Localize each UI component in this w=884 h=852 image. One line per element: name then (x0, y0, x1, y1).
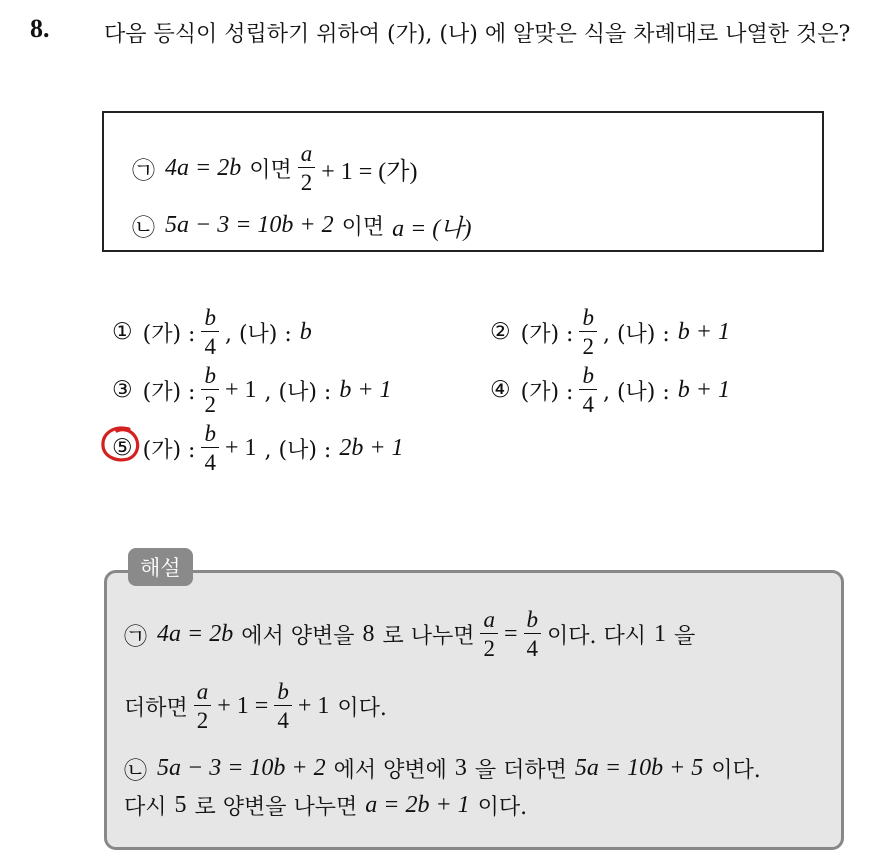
solution-text: 을 (674, 623, 696, 649)
solution-text: 을 더하면 (474, 758, 567, 783)
question-text: 다음 등식이 성립하기 위하여 (가), (나) 에 알맞은 식을 차례대로 나열한 것은? (104, 22, 851, 47)
solution-number: 5 (174, 792, 187, 818)
solution-text: 이다. (337, 695, 387, 721)
solution-text: 로 양변을 나누면 (194, 795, 358, 820)
condition-1 (132, 142, 417, 194)
option-marker: ⑤ (112, 435, 133, 462)
solution-text: 에서 양변을 (241, 623, 355, 649)
option-na-value: b + 1 (677, 376, 730, 403)
option-na-value: b + 1 (339, 376, 392, 403)
question-number: 8. (30, 14, 50, 43)
solution-line-1 (124, 608, 695, 660)
fraction-denominator: 4 (204, 450, 216, 476)
condition-rest: + 1 = (가) (321, 158, 418, 185)
fraction-denominator: 4 (204, 334, 216, 360)
fraction-denominator: 2 (196, 708, 209, 734)
option-3[interactable] (112, 364, 392, 416)
option-5[interactable] (112, 422, 404, 474)
fraction-numerator: b (204, 363, 216, 388)
option-ga-rest: + 1 (224, 376, 257, 403)
solution-expr: a = 2b + 1 (365, 792, 470, 818)
fraction-denominator: 2 (204, 392, 216, 418)
option-ga-rest: + 1 (224, 434, 257, 461)
condition-connector: 이면 (249, 157, 292, 183)
fraction-numerator: b (204, 305, 216, 330)
fraction-denominator: 4 (582, 392, 594, 418)
fraction (194, 680, 212, 732)
option-ga-label: (가) : (142, 437, 196, 463)
option-na-label: , (나) : (264, 379, 332, 405)
fraction-denominator: 2 (300, 170, 313, 196)
fraction-denominator: 4 (526, 636, 539, 662)
fraction-numerator: a (300, 141, 313, 166)
fraction (201, 364, 219, 416)
fraction-numerator: a (483, 607, 495, 632)
fraction-numerator: a (196, 679, 209, 704)
solution-line-3 (124, 752, 761, 785)
fraction-numerator: b (582, 363, 594, 388)
solution-expr: + 1 (297, 692, 330, 719)
fraction-denominator: 2 (582, 334, 594, 360)
solution-marker: ㉠ (124, 623, 147, 650)
fraction (274, 680, 292, 732)
solution-text: 이다. (711, 758, 761, 783)
solution-expr: + 1 = (217, 692, 269, 719)
option-na-value: b + 1 (677, 318, 730, 345)
solution-number: 1 (654, 620, 667, 647)
solution-text: 이다. (477, 795, 528, 820)
solution-text: 에서 양변에 (333, 758, 447, 783)
solution-text: 더하면 (124, 695, 188, 721)
fraction-numerator: b (582, 305, 594, 330)
option-marker: ④ (490, 377, 511, 404)
option-4[interactable] (490, 364, 730, 416)
option-ga-label: (가) : (520, 321, 574, 347)
option-na-label: , (나) : (602, 321, 670, 347)
fraction (480, 608, 498, 660)
solution-text: 이다. 다시 (547, 623, 647, 649)
fraction (579, 306, 597, 358)
fraction (524, 608, 542, 660)
fraction (579, 364, 597, 416)
solution-marker: ㉡ (124, 758, 147, 784)
condition-rest: a = (나) (392, 216, 472, 242)
answer-circle-mark (99, 424, 143, 464)
solution-expr: 5a − 3 = 10b + 2 (157, 755, 326, 781)
fraction (201, 422, 219, 474)
solution-tag: 해설 (128, 548, 193, 586)
condition-2 (132, 208, 471, 243)
solution-number: 8 (362, 620, 375, 647)
fraction-denominator: 4 (277, 708, 289, 734)
solution-text: 다시 (124, 795, 167, 820)
option-na-label: , (나) : (602, 379, 670, 405)
option-na-value: 2b + 1 (339, 434, 404, 461)
fraction-denominator: 2 (483, 636, 495, 662)
option-marker: ② (490, 319, 511, 346)
condition-connector: 이면 (341, 215, 385, 240)
option-na-value: b (299, 318, 312, 345)
option-ga-label: (가) : (142, 321, 196, 347)
condition-lhs: 5a − 3 = 10b + 2 (165, 212, 334, 238)
solution-expr: 5a = 10b + 5 (574, 755, 704, 781)
fraction-numerator: b (204, 421, 216, 446)
option-marker: ③ (112, 377, 133, 404)
fraction (298, 142, 316, 194)
solution-number: 3 (454, 755, 467, 781)
fraction-numerator: b (526, 607, 539, 632)
condition-marker: ㉠ (132, 157, 155, 184)
fraction-numerator: b (277, 679, 289, 704)
solution-line-2 (124, 680, 387, 732)
condition-marker: ㉡ (132, 215, 155, 241)
solution-text: 로 나누면 (382, 623, 475, 649)
option-1[interactable] (112, 306, 312, 358)
option-ga-label: (가) : (142, 379, 196, 405)
solution-expr: 4a = 2b (157, 620, 234, 647)
option-marker: ① (112, 319, 133, 346)
condition-lhs: 4a = 2b (165, 154, 242, 181)
solution-equals: = (503, 620, 518, 647)
option-na-label: , (나) : (264, 437, 332, 463)
option-2[interactable] (490, 306, 730, 358)
option-na-label: , (나) : (224, 321, 292, 347)
solution-line-4 (124, 790, 527, 821)
fraction (201, 306, 219, 358)
option-ga-label: (가) : (520, 379, 574, 405)
